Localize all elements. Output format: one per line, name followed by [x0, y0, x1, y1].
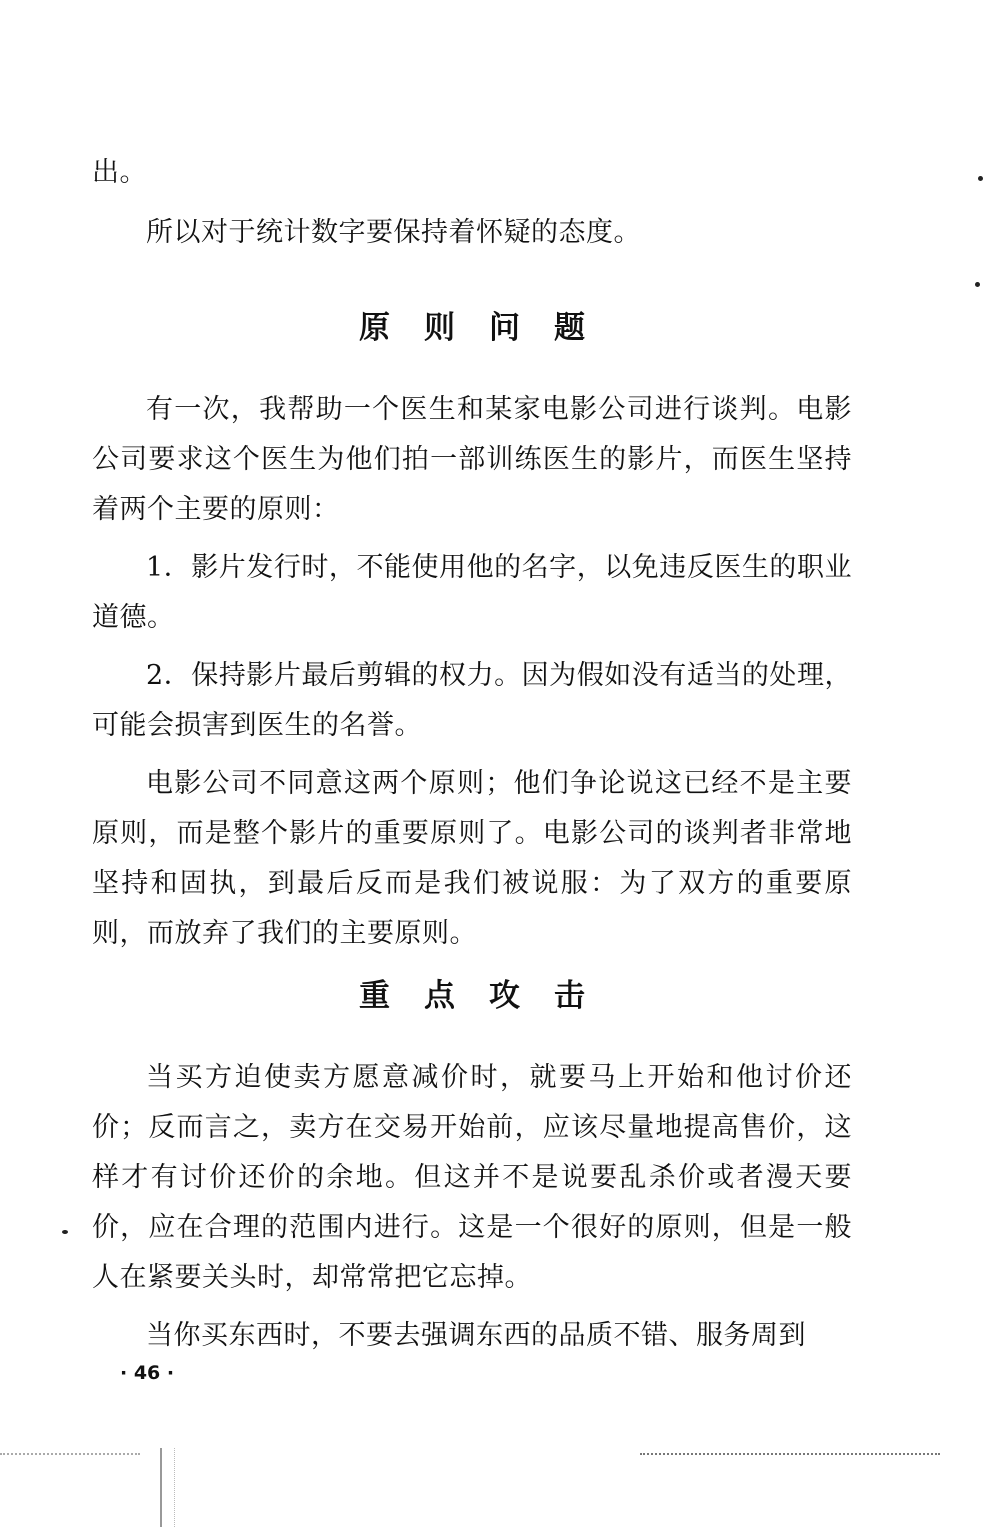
scan-edge-line: [640, 1453, 940, 1455]
section-heading-focus-attack: 重点攻击: [359, 978, 619, 1014]
paragraph-film-company: 电影公司不同意这两个原则；他们争论说这已经不是主要原则，而是整个影片的重要原则了。电影公司的谈判者非常地坚持和固执，到最后反而是我们被说服：为了双方的重要原则，而放弃了我们的主要原则。: [92, 768, 852, 949]
page-number: · 46 ·: [120, 1362, 175, 1384]
scan-speck: [62, 1230, 68, 1234]
paragraph-buying: 当你买东西时，不要去强调东西的品质不错、服务周到: [146, 1320, 806, 1351]
continued-line: 出。: [92, 157, 147, 188]
scan-speck: [975, 282, 980, 287]
binding-edge: [160, 1448, 175, 1527]
paragraph-negotiation: 有一次，我帮助一个医生和某家电影公司进行谈判。电影公司要求这个医生为他们拍一部训练医生的影片，而医生坚持着两个主要的原则：: [92, 394, 852, 525]
top-text: [92, 148, 852, 258]
paragraph-statistics: 所以对于统计数字要保持着怀疑的态度。: [146, 217, 641, 248]
section-principles-body: [92, 385, 852, 959]
list-item-1: 1．影片发行时，不能使用他的名字，以免违反医生的职业道德。: [92, 552, 852, 633]
paragraph-bargaining: 当买方迫使卖方愿意减价时，就要马上开始和他讨价还价；反而言之，卖方在交易开始前，应该尽量地提高售价，这样才有讨价还价的余地。但这并不是说要乱杀价或者漫天要价，应在合理的范围内进行。这是一个很好的原则，但是一般人在紧要关头时，却常常把它忘掉。: [92, 1062, 852, 1293]
list-item-2: 2．保持影片最后剪辑的权力。因为假如没有适当的处理，可能会损害到医生的名誉。: [92, 660, 852, 741]
scan-edge-line: [0, 1453, 140, 1455]
section-heading-principles: 原则问题: [359, 310, 619, 346]
section-focus-body: [92, 1053, 852, 1361]
scan-speck: [978, 176, 983, 181]
